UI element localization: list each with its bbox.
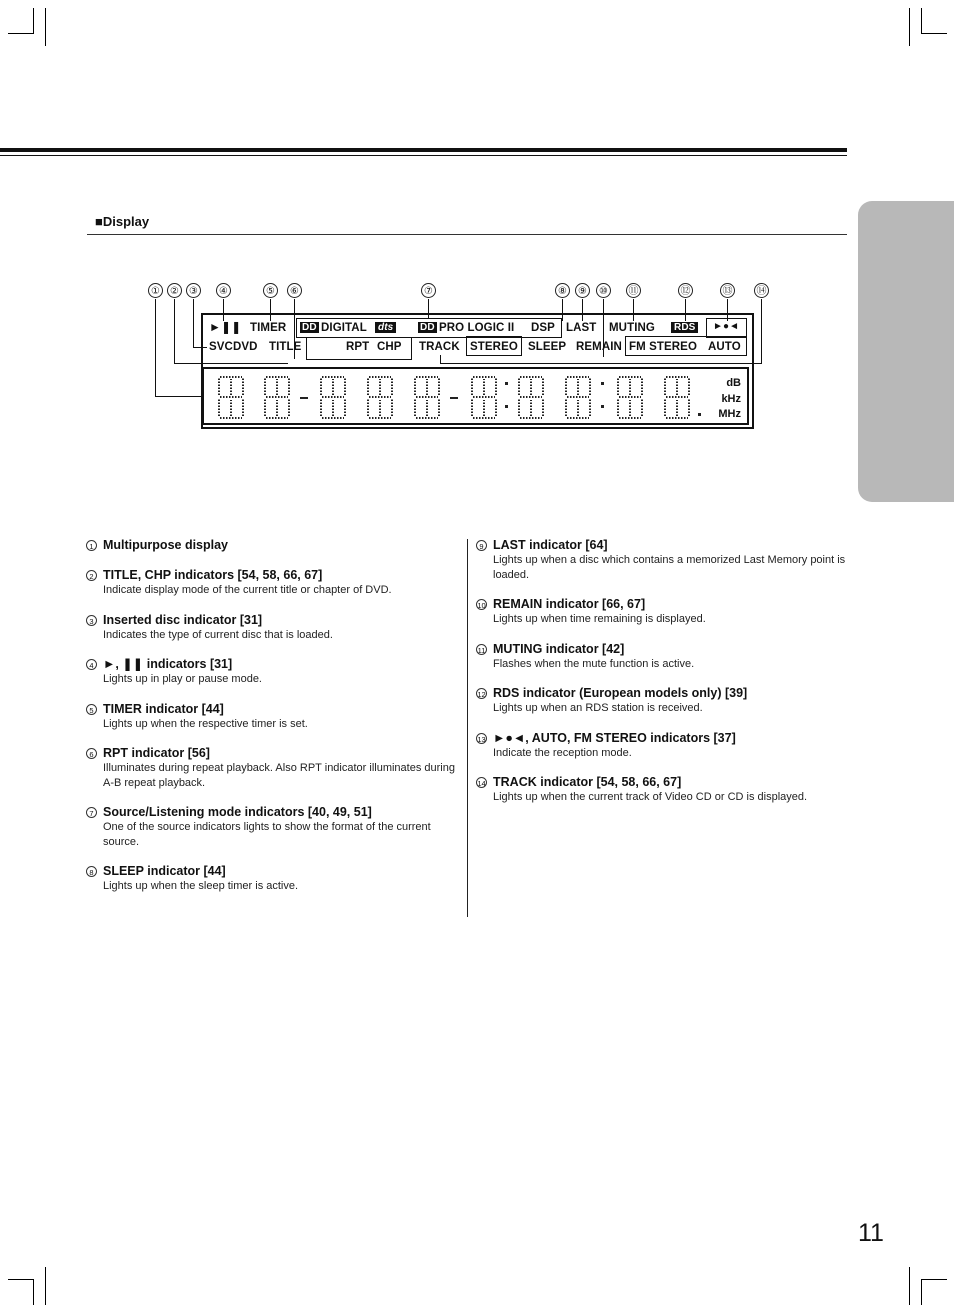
rds-indicator: RDS: [671, 322, 698, 333]
section-title: ■Display: [95, 214, 150, 229]
item-number: 12: [477, 690, 486, 699]
segment-bar: [530, 379, 532, 395]
item-title: TRACK indicator [54, 58, 66, 67]: [493, 775, 682, 789]
play-pause-indicator: ►❚❚: [209, 320, 242, 334]
segment-bar: [218, 399, 220, 416]
segment-bar: [320, 399, 322, 416]
segment-bar: [391, 399, 393, 416]
segment-bar: [369, 417, 391, 419]
segment-bar: [218, 378, 220, 395]
item-title: ►●◄, AUTO, FM STEREO indicators [37]: [493, 730, 736, 745]
item-title: TITLE, CHP indicators [54, 58, 66, 67]: [103, 568, 323, 582]
segment-bar: [264, 399, 266, 416]
chp-indicator: CHP: [377, 341, 402, 353]
crop-mark: [33, 1279, 34, 1305]
stereo-indicator: STEREO: [470, 341, 518, 353]
list-item: [86, 702, 461, 732]
dts-indicator: dts: [375, 322, 396, 333]
callout-6: ⑥: [287, 283, 302, 298]
segment-digit: [664, 376, 690, 419]
segment-bar: [589, 399, 591, 416]
callout-5: ⑤: [263, 283, 278, 298]
callout-7: ⑦: [421, 283, 436, 298]
segment-bar: [288, 399, 290, 416]
unit-mhz: MHz: [718, 408, 741, 420]
unit-khz: kHz: [721, 393, 741, 405]
crop-mark: [8, 1279, 34, 1280]
leader-line: [193, 299, 194, 348]
segment-dot: [601, 405, 604, 408]
header-rule: [0, 148, 847, 152]
segment-bar: [617, 399, 619, 416]
segment-dot: [505, 382, 508, 385]
segment-bar: [495, 399, 497, 416]
item-description: Indicate the reception mode.: [493, 746, 632, 759]
list-item: [86, 568, 461, 598]
segment-bar: [542, 399, 544, 416]
item-number: 5: [86, 704, 97, 715]
unit-db: dB: [726, 377, 741, 389]
segment-bar: [426, 400, 428, 416]
item-description: Flashes when the mute function is active.: [493, 657, 695, 670]
segment-bar: [473, 417, 495, 419]
leader-line: [174, 299, 175, 364]
segment-bar: [473, 376, 495, 378]
dolby-pl-logo: DD: [420, 322, 435, 333]
crop-mark: [909, 8, 910, 46]
segment-bar: [589, 378, 591, 395]
item-title: LAST indicator [64]: [493, 538, 608, 552]
segment-bar: [379, 379, 381, 395]
segment-bar: [530, 400, 532, 416]
segment-bar: [676, 379, 678, 395]
segment-bar: [473, 396, 495, 398]
segment-bar: [438, 378, 440, 395]
item-number: 10: [477, 601, 486, 610]
callout-4: ④: [216, 283, 231, 298]
timer-indicator: TIMER: [250, 322, 287, 334]
segment-bar: [264, 378, 266, 395]
segment-dot: [505, 405, 508, 408]
sleep-indicator: SLEEP: [528, 341, 567, 353]
dsp-indicator: DSP: [531, 322, 555, 334]
items-right-column: [476, 538, 846, 820]
item-description: Lights up when time remaining is displayed.: [493, 613, 706, 625]
list-item: [476, 775, 846, 805]
segment-bar: [266, 396, 288, 398]
segment-bar: [230, 379, 232, 395]
item-number: 8: [86, 866, 97, 877]
rpt-indicator: RPT: [346, 341, 370, 353]
segment-bar: [666, 417, 688, 419]
segment-dash: [300, 397, 308, 399]
segment-bar: [688, 399, 690, 416]
segment-bar: [369, 396, 391, 398]
crop-mark: [33, 8, 34, 34]
item-description: One of the source indicators lights to show the format of the current source.: [103, 821, 431, 848]
list-item: [476, 642, 846, 672]
segment-bar: [567, 376, 589, 378]
segment-bar: [414, 378, 416, 395]
segment-bar: [367, 378, 369, 395]
segment-bar: [483, 379, 485, 395]
fm-stereo-indicator: FM STEREO: [629, 341, 697, 353]
segment-bar: [619, 396, 641, 398]
segment-bar: [369, 376, 391, 378]
header-rule-thin: [0, 155, 847, 156]
segment-digit: [518, 376, 544, 419]
segment-bar: [220, 376, 242, 378]
segment-digit: [471, 376, 497, 419]
item-title: MUTING indicator [42]: [493, 641, 625, 656]
segment-bar: [332, 379, 334, 395]
crop-mark: [45, 1267, 46, 1305]
list-item: [86, 805, 461, 849]
leader-line: [761, 299, 762, 364]
segment-bar: [520, 376, 542, 378]
side-tab: [858, 201, 954, 502]
segment-bar: [565, 399, 567, 416]
crop-mark: [921, 33, 947, 34]
item-title: TIMER indicator [44]: [103, 701, 224, 716]
list-item: [476, 731, 846, 761]
item-description: Lights up when the respective timer is set.: [103, 717, 308, 730]
segment-bar: [344, 378, 346, 395]
item-number: 11: [477, 645, 486, 655]
segment-bar: [629, 400, 631, 416]
callout-1: ①: [148, 283, 163, 298]
list-item: [476, 538, 846, 582]
segment-dot: [698, 413, 701, 416]
dolby-digital-logo: DD: [302, 322, 317, 333]
segment-bar: [629, 379, 631, 395]
auto-indicator: AUTO: [708, 341, 741, 353]
segment-dot: [601, 382, 604, 385]
callout-3: ③: [186, 283, 201, 298]
segment-digit: [617, 376, 643, 419]
item-description: Lights up in play or pause mode.: [103, 673, 262, 685]
item-title: REMAIN indicator [66, 67]: [493, 597, 646, 611]
list-item: [86, 613, 461, 643]
segment-bar: [266, 417, 288, 419]
list-item: [86, 864, 461, 894]
leader-line: [155, 396, 203, 397]
list-item: [86, 746, 461, 790]
segment-bar: [666, 396, 688, 398]
item-description: Indicates the type of current disc that is loaded.: [103, 628, 333, 641]
callout-10: ⑩: [596, 283, 611, 298]
segment-bar: [567, 396, 589, 398]
item-description: Lights up when the current track of Video CD or CD is displayed.: [493, 791, 808, 803]
title-indicator: TITLE: [269, 341, 302, 353]
item-number: 4: [86, 659, 97, 670]
item-description: Lights up when a disc which contains a memorized Last Memory point is loaded.: [493, 554, 846, 581]
tuning-indicator: ►●◄: [713, 321, 740, 332]
crop-mark: [45, 8, 46, 46]
item-title: RDS indicator (European models only) [39]: [493, 686, 748, 700]
segment-digit: [218, 376, 244, 419]
segment-bar: [664, 399, 666, 416]
segment-digit: [320, 376, 346, 419]
item-description: Lights up when an RDS station is received.: [493, 702, 703, 714]
leader-line: [155, 299, 156, 397]
item-number: 1: [86, 540, 97, 551]
segment-bar: [322, 417, 344, 419]
segment-bar: [332, 400, 334, 416]
segment-bar: [520, 396, 542, 398]
crop-mark: [921, 8, 922, 34]
segment-bar: [416, 396, 438, 398]
segment-bar: [471, 378, 473, 395]
list-item: [476, 597, 846, 627]
segment-bar: [676, 400, 678, 416]
last-indicator: LAST: [566, 322, 597, 334]
item-description: Lights up when the sleep timer is active.: [103, 880, 299, 892]
segment-bar: [288, 378, 290, 395]
segment-bar: [688, 378, 690, 395]
crop-mark: [921, 1279, 922, 1305]
item-description: Indicate display mode of the current title or chapter of DVD.: [103, 584, 392, 596]
list-item: [86, 538, 461, 553]
svcdvd-indicator: SVCDVD: [209, 341, 258, 353]
crop-mark: [8, 33, 34, 34]
segment-bar: [320, 378, 322, 395]
callout-14: ⑭: [754, 283, 769, 298]
digital-indicator: DIGITAL: [321, 322, 367, 334]
segment-bar: [367, 399, 369, 416]
crop-mark: [921, 1279, 947, 1280]
item-number: 6: [86, 748, 97, 759]
segment-bar: [414, 399, 416, 416]
segment-bar: [619, 376, 641, 378]
multipurpose-display: [202, 367, 749, 425]
segment-bar: [471, 399, 473, 416]
item-number: 7: [86, 807, 97, 818]
segment-bar: [565, 378, 567, 395]
segment-bar: [379, 400, 381, 416]
segment-digit: [565, 376, 591, 419]
page-number: 11: [858, 1219, 884, 1247]
segment-bar: [520, 417, 542, 419]
segment-bar: [391, 378, 393, 395]
pro-logic-indicator: PRO LOGIC II: [439, 322, 515, 334]
segment-bar: [483, 400, 485, 416]
item-title: Source/Listening mode indicators [40, 49, 51]: [103, 805, 372, 819]
segment-bar: [220, 396, 242, 398]
segment-bar: [577, 379, 579, 395]
item-number: 13: [477, 734, 486, 744]
callout-12: ⑫: [678, 283, 693, 298]
segment-bar: [518, 399, 520, 416]
callout-13: ⑬: [720, 283, 735, 298]
segment-bar: [344, 399, 346, 416]
callout-8: ⑧: [555, 283, 570, 298]
segment-digit: [264, 376, 290, 419]
crop-mark: [909, 1267, 910, 1305]
callout-2: ②: [167, 283, 182, 298]
segment-bar: [426, 379, 428, 395]
segment-bar: [666, 376, 688, 378]
segment-bar: [518, 378, 520, 395]
segment-bar: [641, 378, 643, 395]
segment-bar: [577, 400, 579, 416]
item-number: 2: [86, 570, 97, 581]
segment-bar: [567, 417, 589, 419]
section-rule: [87, 234, 847, 235]
segment-bar: [266, 376, 288, 378]
item-description: Illuminates during repeat playback. Also RPT indicator illuminates during A-B repeat playback.: [103, 762, 455, 789]
column-divider: [467, 539, 468, 917]
segment-bar: [230, 400, 232, 416]
item-title: ►, ❚❚ indicators [31]: [103, 657, 233, 671]
segment-bar: [664, 378, 666, 395]
segment-bar: [322, 376, 344, 378]
remain-indicator: REMAIN: [576, 341, 622, 353]
segment-bar: [641, 399, 643, 416]
segment-bar: [322, 396, 344, 398]
list-item: [476, 686, 846, 716]
segment-bar: [617, 378, 619, 395]
item-title: Inserted disc indicator [31]: [103, 612, 263, 627]
segment-dash: [450, 397, 458, 399]
items-left-column: [86, 538, 461, 909]
item-number: 14: [477, 779, 486, 788]
segment-bar: [276, 400, 278, 416]
segment-bar: [416, 417, 438, 419]
segment-bar: [242, 399, 244, 416]
segment-bar: [495, 378, 497, 395]
item-number: 3: [86, 615, 97, 626]
segment-digit: [367, 376, 393, 419]
segment-bar: [619, 417, 641, 419]
item-title: SLEEP indicator [44]: [103, 864, 226, 878]
callout-9: ⑨: [575, 283, 590, 298]
segment-bar: [542, 378, 544, 395]
segment-digit: [414, 376, 440, 419]
list-item: [86, 657, 461, 687]
item-title: Multipurpose display: [103, 538, 229, 552]
segment-bar: [416, 376, 438, 378]
track-indicator: TRACK: [419, 341, 460, 353]
segment-bar: [220, 417, 242, 419]
muting-indicator: MUTING: [609, 322, 655, 334]
segment-bar: [438, 399, 440, 416]
segment-bar: [276, 379, 278, 395]
item-number: 9: [476, 540, 487, 551]
segment-bar: [242, 378, 244, 395]
callout-11: ⑪: [626, 283, 641, 298]
item-title: RPT indicator [56]: [103, 746, 210, 760]
